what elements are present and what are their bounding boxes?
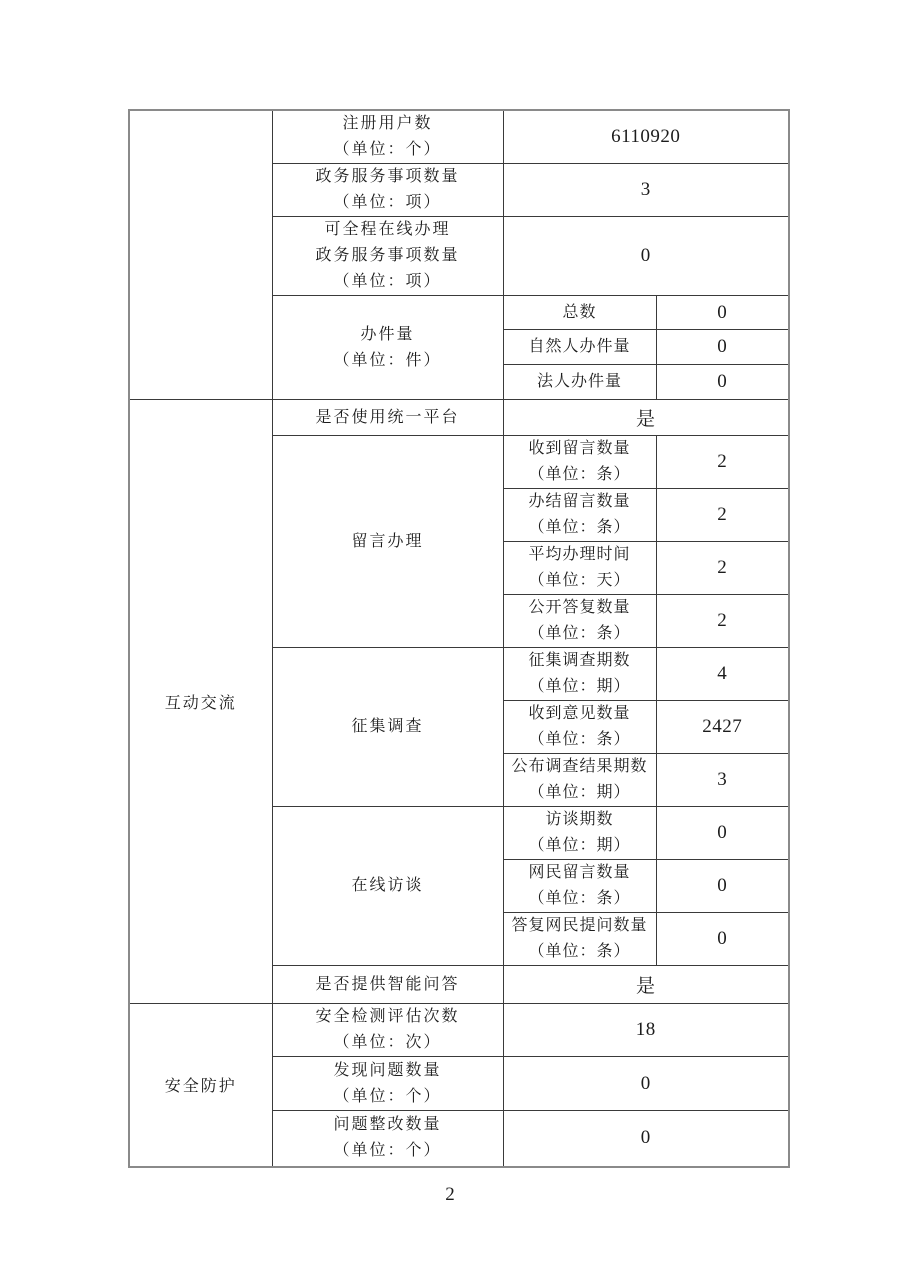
label-line: 征集调查: [351, 718, 424, 735]
label-line: 公开答复数量: [528, 599, 631, 616]
unit-line: （单位：期）: [528, 837, 631, 854]
label-line: 公布调查结果期数: [511, 758, 648, 775]
label-line: 访谈期数: [545, 811, 614, 828]
subitem-label-cell: [503, 913, 656, 966]
item-label-cell: [272, 400, 503, 436]
unit-line: （单位：项）: [333, 273, 442, 290]
label-line: 办结留言数量: [528, 493, 631, 510]
subitem-label-cell: [503, 330, 656, 365]
unit-line: （单位：次）: [333, 1034, 442, 1051]
item-label-cell: [272, 164, 503, 217]
unit-line: （单位：项）: [333, 194, 442, 211]
label-line: 安全检测评估次数: [315, 1008, 460, 1025]
value-cell: 3: [503, 164, 789, 217]
item-label-cell: [272, 1111, 503, 1167]
subitem-label-cell: [503, 436, 656, 489]
unit-line: （单位：个）: [333, 1087, 442, 1105]
label-line: 发现问题数量: [333, 1061, 442, 1079]
item-label-cell: [272, 110, 503, 164]
subitem-label-cell: [503, 542, 656, 595]
unit-line: （单位：个）: [333, 141, 442, 158]
label-line: 收到意见数量: [528, 705, 631, 722]
value-cell: 3: [656, 754, 789, 807]
value-cell: 2: [656, 595, 789, 648]
unit-line: （单位：条）: [528, 943, 631, 960]
subitem-label-cell: [503, 595, 656, 648]
value-cell: 18: [503, 1004, 789, 1057]
label-line: 是否提供智能问答: [315, 975, 460, 993]
label-line: 留言办理: [351, 532, 424, 550]
group-label-cell: [272, 807, 503, 966]
item-label-cell: [272, 217, 503, 296]
subitem-label-cell: [503, 648, 656, 701]
value-cell: 0: [656, 365, 789, 400]
value-cell: 2427: [656, 701, 789, 754]
label-line: 注册用户数: [342, 115, 433, 132]
value-cell: 0: [503, 217, 789, 296]
unit-line: （单位：个）: [333, 1142, 442, 1160]
annual-report-table: [128, 109, 790, 1168]
label-line: 政务服务事项数量: [315, 168, 460, 185]
label-line: 平均办理时间: [528, 546, 631, 563]
subitem-label-cell: [503, 860, 656, 913]
category-cell-interaction: 互动交流: [129, 400, 272, 1004]
unit-line: （单位：天）: [528, 572, 631, 589]
value-cell: 2: [656, 489, 789, 542]
category-cell-blank: [129, 110, 272, 400]
page-number: 2: [445, 1184, 455, 1205]
label-line: 政务服务事项数量: [315, 247, 460, 264]
subitem-label-cell: [503, 701, 656, 754]
label-line: 征集调查期数: [528, 652, 631, 669]
label-line: 网民留言数量: [528, 864, 631, 881]
value-cell: 2: [656, 436, 789, 489]
item-label-cell: [272, 966, 503, 1004]
item-label-cell: [272, 1057, 503, 1111]
value-cell: 0: [503, 1057, 789, 1111]
value-cell: 0: [503, 1111, 789, 1167]
label-line: 总数: [562, 303, 597, 321]
unit-line: （单位：期）: [528, 784, 631, 801]
value-cell: 是: [503, 400, 789, 436]
value-cell: 4: [656, 648, 789, 701]
category-cell-security: 安全防护: [129, 1004, 272, 1167]
unit-line: （单位：条）: [528, 466, 631, 483]
value-cell: 0: [656, 296, 789, 330]
unit-line: （单位：件）: [333, 351, 442, 369]
label-line: 收到留言数量: [528, 440, 631, 457]
label-line: 在线访谈: [351, 877, 424, 894]
label-line: 可全程在线办理: [324, 221, 451, 238]
item-label-cell: [272, 1004, 503, 1057]
unit-line: （单位：期）: [528, 678, 631, 695]
value-cell: 2: [656, 542, 789, 595]
unit-line: （单位：条）: [528, 731, 631, 748]
group-label-cell: [272, 296, 503, 400]
unit-line: （单位：条）: [528, 890, 631, 907]
value-cell: 6110920: [503, 110, 789, 164]
group-label-cell: [272, 648, 503, 807]
subitem-label-cell: [503, 365, 656, 400]
subitem-label-cell: [503, 296, 656, 330]
label-line: 答复网民提问数量: [511, 917, 648, 934]
label-line: 办件量: [360, 325, 415, 343]
unit-line: （单位：条）: [528, 625, 631, 642]
label-line: 是否使用统一平台: [315, 408, 460, 426]
unit-line: （单位：条）: [528, 519, 631, 536]
label-line: 问题整改数量: [333, 1116, 442, 1134]
subitem-label-cell: [503, 807, 656, 860]
group-label-cell: [272, 436, 503, 648]
value-cell: 0: [656, 330, 789, 365]
subitem-label-cell: [503, 489, 656, 542]
value-cell: 0: [656, 913, 789, 966]
label-line: 法人办件量: [536, 373, 622, 390]
subitem-label-cell: [503, 754, 656, 807]
value-cell: 0: [656, 807, 789, 860]
label-line: 自然人办件量: [528, 338, 631, 355]
value-cell: 是: [503, 966, 789, 1004]
value-cell: 0: [656, 860, 789, 913]
